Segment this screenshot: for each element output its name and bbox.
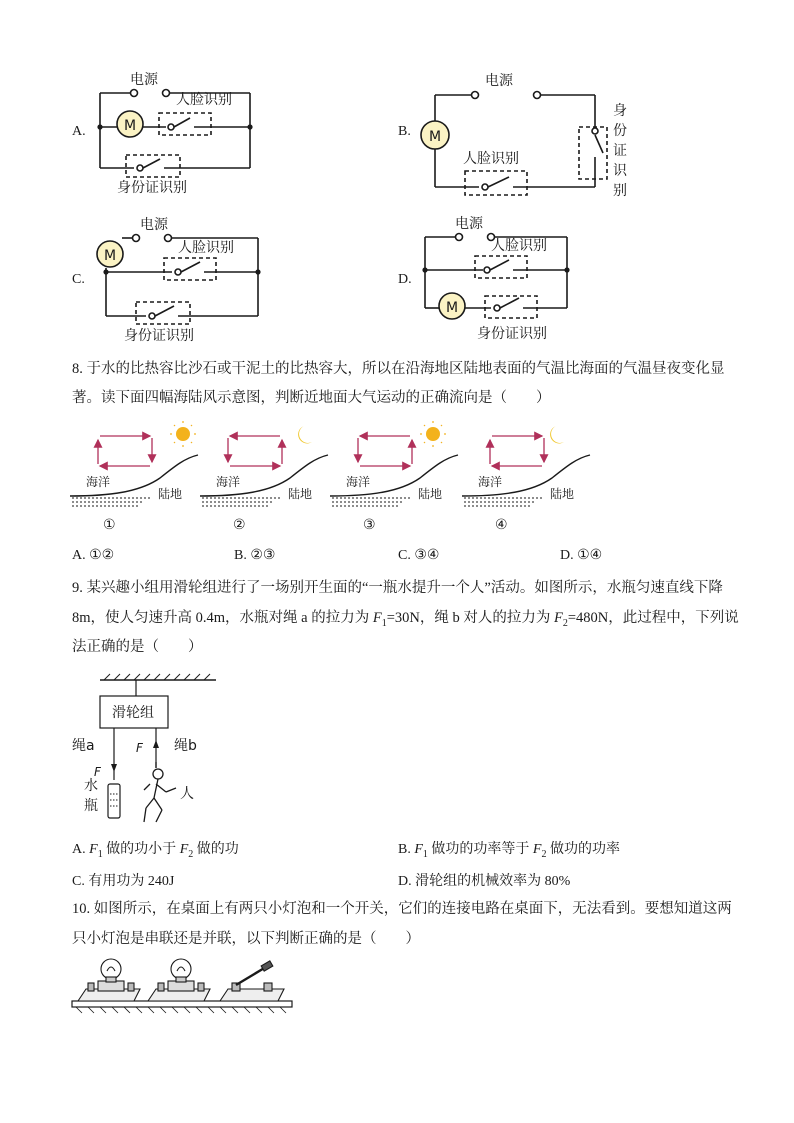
- stem-text: =30N，绳 b 对人的拉力为: [386, 610, 555, 626]
- q9-option-a[interactable]: [72, 838, 239, 860]
- option-letter: A.: [72, 124, 86, 139]
- q9-option-b[interactable]: [398, 838, 620, 860]
- circuit-diagram-d: [415, 212, 595, 347]
- motor-label: M: [103, 248, 117, 264]
- figure-number: ②: [233, 517, 246, 533]
- option-letter: D.: [398, 272, 412, 287]
- motor-label: M: [445, 300, 459, 316]
- id-switch-label-char: 别: [613, 183, 627, 199]
- bulb-2-icon: [148, 959, 210, 1001]
- person-icon: [144, 762, 176, 822]
- force-symbol: F: [532, 842, 542, 857]
- option-letter: C.: [72, 272, 85, 287]
- force-subscript: 1: [97, 848, 103, 860]
- option-text: 做功的功率等于: [431, 842, 533, 857]
- q9-option-d[interactable]: D. 滑轮组的机械效率为 80%: [398, 874, 571, 889]
- sea-label: 海洋: [346, 475, 371, 489]
- rope-b-label: 绳b: [174, 738, 197, 754]
- land-label: 陆地: [550, 487, 575, 501]
- force-subscript: 1: [422, 848, 428, 860]
- q8-option-d[interactable]: D. ①④: [560, 548, 603, 563]
- power-label: 电源: [130, 72, 158, 88]
- land-label: 陆地: [418, 487, 443, 501]
- sea-label: 海洋: [216, 475, 241, 489]
- option-text: B.: [398, 842, 415, 857]
- figure-number: ①: [103, 517, 116, 533]
- q10-stem-line-1: 10. 如图所示，在桌面上有两只小灯泡和一个开关，它们的连接电路在桌面下，无法看到。要想知道这两: [72, 901, 732, 917]
- land-label: 陆地: [288, 487, 313, 501]
- sea-label: 海洋: [478, 475, 503, 489]
- force-subscript: 1: [381, 617, 387, 629]
- sea-land-breeze-figure-3: [330, 420, 460, 535]
- force-symbol: F: [414, 842, 423, 857]
- face-switch-label: 人脸识别: [178, 240, 234, 256]
- option-text: A.: [72, 842, 90, 857]
- circuit-diagram-b: [415, 65, 645, 205]
- stem-text: 8m，使人匀速升高 0.4m，水瓶对绳 a 的拉力为: [72, 610, 373, 626]
- id-switch-label: 身份证识别: [124, 328, 194, 344]
- q10-stem-line-2: 只小灯泡是串联还是并联，以下判断正确的是（ ）: [72, 931, 420, 947]
- q8-option-c[interactable]: C. ③④: [398, 548, 440, 563]
- person-label: 人: [180, 786, 194, 802]
- q9-option-c[interactable]: C. 有用功为 240J: [72, 874, 175, 889]
- figure-number: ④: [495, 517, 508, 533]
- water-bottle-icon: [108, 784, 120, 818]
- moon-icon: [550, 426, 564, 443]
- motor-label: M: [428, 129, 442, 145]
- motor-label: M: [123, 118, 137, 134]
- face-switch-label: 人脸识别: [176, 92, 232, 108]
- id-switch-label: 身份证识别: [477, 326, 547, 342]
- bulb-1-icon: [78, 959, 140, 1001]
- q9-stem-line-3: 法正确的是（ ）: [72, 639, 203, 655]
- sun-icon: [176, 427, 190, 441]
- sea-land-breeze-figure-4: [462, 420, 592, 535]
- land-label: 陆地: [158, 487, 183, 501]
- option-text: 做的功小于: [106, 842, 180, 857]
- force-subscript: 2: [541, 848, 547, 860]
- desk-bulbs-switch-figure: [72, 955, 294, 1017]
- pulley-label: 滑轮组: [112, 705, 154, 721]
- force-symbol: F: [554, 610, 563, 626]
- id-switch-label-char: 识: [613, 163, 627, 179]
- pulley-system-figure: [70, 672, 240, 832]
- option-text: 做的功: [196, 842, 239, 857]
- sea-land-breeze-figure-1: [70, 420, 200, 535]
- q8-stem-line-2: 著。读下面四幅海陆风示意图，判断近地面大气运动的正确流向是（ ）: [72, 390, 551, 406]
- power-label: 电源: [455, 216, 483, 232]
- sea-land-breeze-figure-2: [200, 420, 330, 535]
- option-text: 做功的功率: [549, 842, 620, 857]
- q8-option-b[interactable]: B. ②③: [234, 548, 276, 563]
- moon-icon: [298, 426, 312, 443]
- force-subscript: 2: [188, 848, 194, 860]
- knife-switch-icon: [220, 961, 284, 1001]
- q8-stem-line-1: 8. 于水的比热容比沙石或干泥土的比热容大，所以在沿海地区陆地表面的气温比海面的气温昼夜变化显: [72, 361, 725, 377]
- force-symbol: F: [372, 610, 382, 626]
- option-letter: B.: [398, 124, 411, 139]
- power-label: 电源: [485, 73, 513, 89]
- force-symbol: F: [179, 842, 189, 857]
- q8-option-a[interactable]: A. ①②: [72, 548, 115, 563]
- figure-number: ③: [363, 517, 376, 533]
- circuit-diagram-a: [90, 60, 270, 200]
- face-switch-label: 人脸识别: [463, 151, 519, 167]
- id-switch-label-char: 证: [613, 143, 627, 159]
- bottle-label-2: 瓶: [84, 798, 98, 814]
- power-label: 电源: [140, 217, 168, 233]
- force-symbol: F: [89, 842, 98, 857]
- id-switch-label-char: 身: [613, 103, 627, 119]
- circuit-diagram-c: [92, 212, 272, 347]
- id-switch-label: 身份证识别: [117, 180, 187, 196]
- q9-stem-line-1: 9. 某兴趣小组用滑轮组进行了一场别开生面的“一瓶水提升一个人”活动。如图所示，水瓶匀速直线下降: [72, 580, 723, 596]
- rope-a-label: 绳a: [72, 738, 95, 754]
- sun-icon: [426, 427, 440, 441]
- f2-label: F: [136, 741, 143, 755]
- stem-text: =480N，此过程中，下列说: [567, 610, 739, 626]
- id-switch-label-char: 份: [613, 123, 627, 139]
- force-subscript: 2: [562, 617, 568, 629]
- sea-label: 海洋: [86, 475, 111, 489]
- face-switch-label: 人脸识别: [491, 238, 547, 254]
- f1-label: F: [94, 765, 101, 779]
- bottle-label-1: 水: [84, 778, 98, 794]
